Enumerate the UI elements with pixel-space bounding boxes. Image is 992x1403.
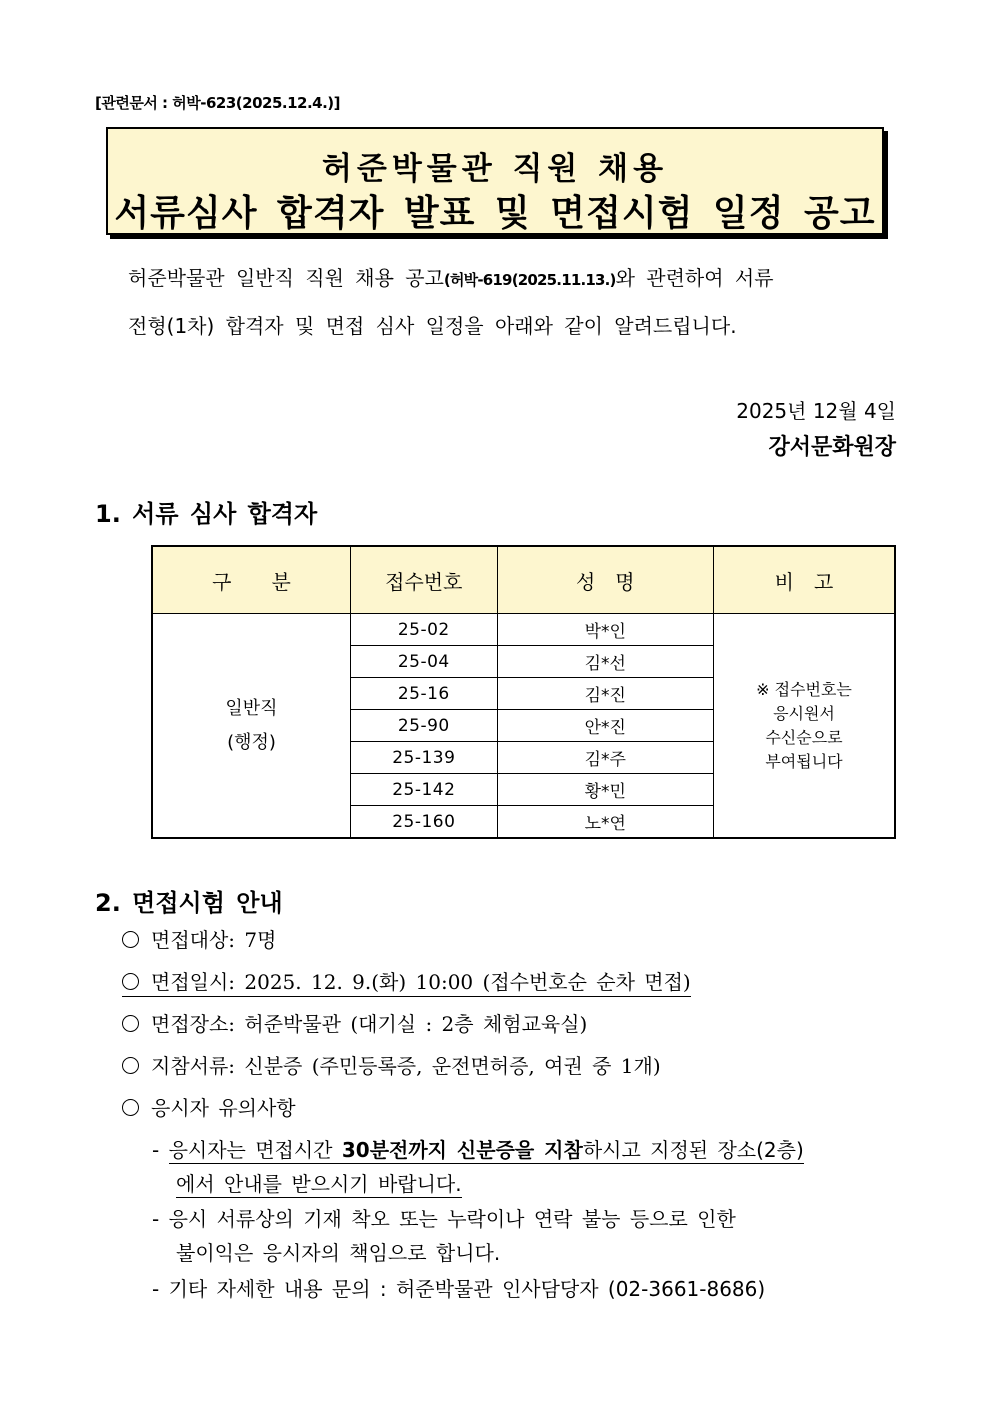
applicant-name: 노*연 [497, 806, 713, 839]
title-box [106, 127, 884, 235]
applicant-name: 김*진 [497, 678, 713, 710]
info-item-documents [122, 1050, 661, 1079]
applicant-name: 황*민 [497, 774, 713, 806]
note-bullet-2 [152, 1203, 736, 1232]
intro-text-a: 허준박물관 일반직 직원 채용 공고 [128, 266, 444, 290]
title-line-1: 허준박물관 직원 채용 [321, 151, 669, 187]
note-line: ※ 접수번호는 [756, 679, 852, 699]
category-line-1: 일반직 [225, 697, 278, 719]
note-text: 응시자는 면접시간 [168, 1138, 342, 1162]
header-note: 비 고 [713, 546, 895, 614]
info-item-text: 응시자 유의사항 [151, 1096, 296, 1120]
note-bullet-1-cont [176, 1168, 462, 1197]
note-line: 수신순으로 [765, 727, 843, 747]
receipt-number: 25-04 [351, 646, 498, 678]
note-underlined-text: 에서 안내를 받으시기 바랍니다. [176, 1172, 462, 1196]
receipt-number: 25-02 [351, 614, 498, 646]
intro-line-1 [128, 262, 774, 291]
category-cell [152, 614, 351, 839]
dash-bullet: - [152, 1277, 160, 1301]
info-item-datetime [122, 966, 691, 995]
applicant-name: 김*선 [497, 646, 713, 678]
note-bold-text: 30분전까지 신분증을 지참 [341, 1138, 583, 1162]
header-number: 접수번호 [351, 546, 498, 614]
note-bullet-1 [152, 1134, 804, 1163]
note-line: 응시원서 [773, 703, 835, 723]
note-line: 부여됩니다 [765, 751, 843, 771]
section-2-heading: 2. 면접시험 안내 [95, 889, 283, 917]
note-cell [713, 614, 895, 839]
dash-bullet: - [152, 1207, 160, 1231]
info-item-target [122, 924, 276, 953]
applicant-name: 박*인 [497, 614, 713, 646]
info-item-text: 면접장소: 허준박물관 (대기실 : 2층 체험교육실) [151, 1012, 588, 1036]
applicant-name: 안*진 [497, 710, 713, 742]
circle-bullet-icon [122, 1015, 139, 1032]
circle-bullet-icon [122, 1057, 139, 1074]
category-line-2: (행정) [227, 731, 276, 753]
note-text: 응시 서류상의 기재 착오 또는 누락이나 연락 불능 등으로 인한 [168, 1207, 736, 1231]
info-item-notes-heading [122, 1092, 296, 1121]
note-text: 기타 자세한 내용 문의 : 허준박물관 인사담당자 (02-3661-8686) [168, 1277, 766, 1301]
info-item-location [122, 1008, 587, 1037]
dash-bullet: - [152, 1138, 160, 1162]
info-item-text: 지참서류: 신분증 (주민등록증, 운전면허증, 여권 중 1개) [151, 1054, 661, 1078]
table-header-row [152, 546, 895, 614]
info-item-text: 면접대상: 7명 [151, 928, 277, 952]
header-category: 구 분 [152, 546, 351, 614]
receipt-number: 25-142 [351, 774, 498, 806]
note-text: 하시고 지정된 장소(2층) [582, 1138, 804, 1162]
header-name: 성 명 [497, 546, 713, 614]
notice-date: 2025년 12월 4일 [736, 399, 896, 423]
intro-reference: (허박-619(2025.11.13.) [443, 271, 616, 289]
receipt-number: 25-90 [351, 710, 498, 742]
results-table [151, 545, 896, 839]
receipt-number: 25-160 [351, 806, 498, 839]
title-line-2: 서류심사 합격자 발표 및 면접시험 일정 공고 [114, 193, 876, 234]
related-document-ref: [관련문서 : 허박-623(2025.12.4.)] [95, 94, 340, 112]
table-row [152, 614, 895, 646]
circle-bullet-icon [122, 973, 139, 990]
info-item-text: 면접일시: 2025. 12. 9.(화) 10:00 (접수번호순 순차 면접) [151, 970, 691, 994]
circle-bullet-icon [122, 931, 139, 948]
receipt-number: 25-139 [351, 742, 498, 774]
note-underlined-text [169, 1138, 804, 1164]
note-bullet-2-cont: 불이익은 응시자의 책임으로 합니다. [176, 1241, 501, 1265]
applicant-name: 김*주 [497, 742, 713, 774]
section-1-heading: 1. 서류 심사 합격자 [95, 500, 318, 528]
intro-line-2: 전형(1차) 합격자 및 면접 심사 일정을 아래와 같이 알려드립니다. [128, 314, 737, 338]
circle-bullet-icon [122, 1099, 139, 1116]
receipt-number: 25-16 [351, 678, 498, 710]
issuer-name: 강서문화원장 [768, 435, 896, 460]
intro-text-b: 와 관련하여 서류 [615, 266, 774, 290]
note-bullet-3 [152, 1273, 765, 1302]
underlined-line [122, 970, 691, 997]
